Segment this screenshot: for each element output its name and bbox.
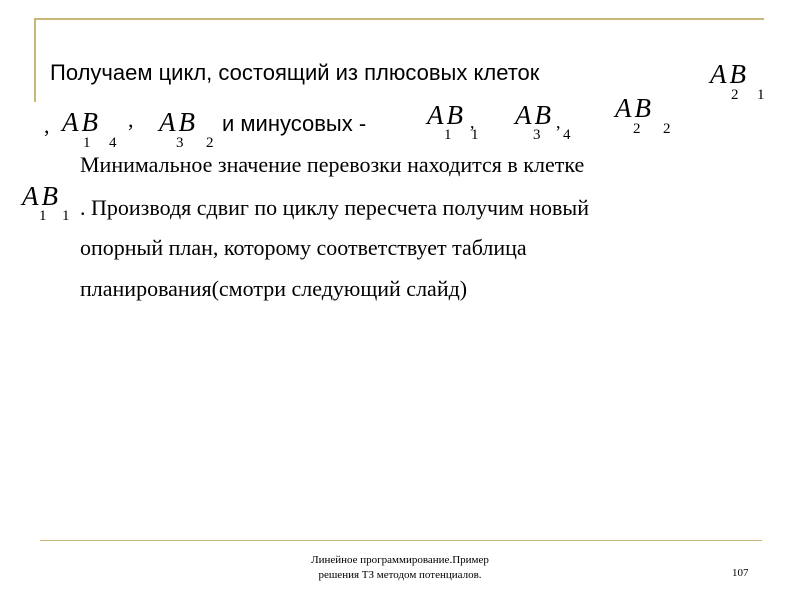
formula-a: A xyxy=(62,107,79,137)
comma-separator: , xyxy=(128,107,134,132)
formula-index-i: 1 xyxy=(83,135,91,151)
formula-index-i: 1 xyxy=(444,127,452,143)
formula-index-j: 2 xyxy=(663,121,671,137)
formula-a1b1-minus xyxy=(427,100,479,143)
formula-a: A xyxy=(159,107,176,137)
formula-a1b1-min xyxy=(22,181,70,224)
cycle-intro-text: Получаем цикл, состоящий из плюсовых клеток xyxy=(50,60,540,85)
title-accent-vertical-line xyxy=(34,18,36,102)
footer-line-1: Линейное программирование.Пример xyxy=(311,554,489,566)
page-number: 107 xyxy=(732,567,749,579)
comma-separator: , xyxy=(556,112,561,132)
formula-index-i: 2 xyxy=(633,121,641,137)
formula-index-j: 1 xyxy=(62,208,70,224)
formula-index-j: 4 xyxy=(563,127,571,143)
formula-index-j: 1 xyxy=(471,127,479,143)
formula-a1b4 xyxy=(62,107,117,151)
formula-index-i: 2 xyxy=(731,87,739,103)
formula-a3b2 xyxy=(159,107,214,151)
body-line-min-value: Минимальное значение перевозки находится в клетке xyxy=(80,152,585,177)
formula-a: A xyxy=(615,93,632,123)
body-line-plan: опорный план, которому соответствует таблица xyxy=(80,235,527,260)
comma-separator: , xyxy=(470,112,475,132)
formula-b: B xyxy=(446,100,463,130)
formula-a3b4 xyxy=(515,100,571,143)
comma-separator: , xyxy=(44,113,50,138)
body-line-next-slide: планирования(смотри следующий слайд) xyxy=(80,276,468,301)
formula-b: B xyxy=(729,59,746,89)
formula-a2b2 xyxy=(615,93,671,137)
formula-a2b1 xyxy=(710,59,765,103)
formula-index-j: 1 xyxy=(757,87,765,103)
formula-index-j: 4 xyxy=(109,135,117,151)
title-accent-horizontal-line xyxy=(34,18,764,20)
footer-line-2: решения ТЗ методом потенциалов. xyxy=(318,569,482,581)
formula-b: B xyxy=(534,100,551,130)
body-line-shift: . Производя сдвиг по циклу пересчета получим новый xyxy=(80,195,589,220)
formula-index-i: 1 xyxy=(39,208,47,224)
minus-cells-label: и минусовых - xyxy=(222,111,367,136)
footer-caption xyxy=(270,553,530,583)
footer-divider xyxy=(40,540,762,541)
formula-a: A xyxy=(515,100,532,130)
formula-index-i: 3 xyxy=(176,135,184,151)
formula-a: A xyxy=(427,100,444,130)
formula-b: B xyxy=(41,181,58,211)
formula-b: B xyxy=(81,107,98,137)
formula-a: A xyxy=(22,181,39,211)
formula-a: A xyxy=(710,59,727,89)
formula-index-j: 2 xyxy=(206,135,214,151)
formula-b: B xyxy=(178,107,195,137)
formula-b: B xyxy=(634,93,651,123)
formula-index-i: 3 xyxy=(533,127,541,143)
